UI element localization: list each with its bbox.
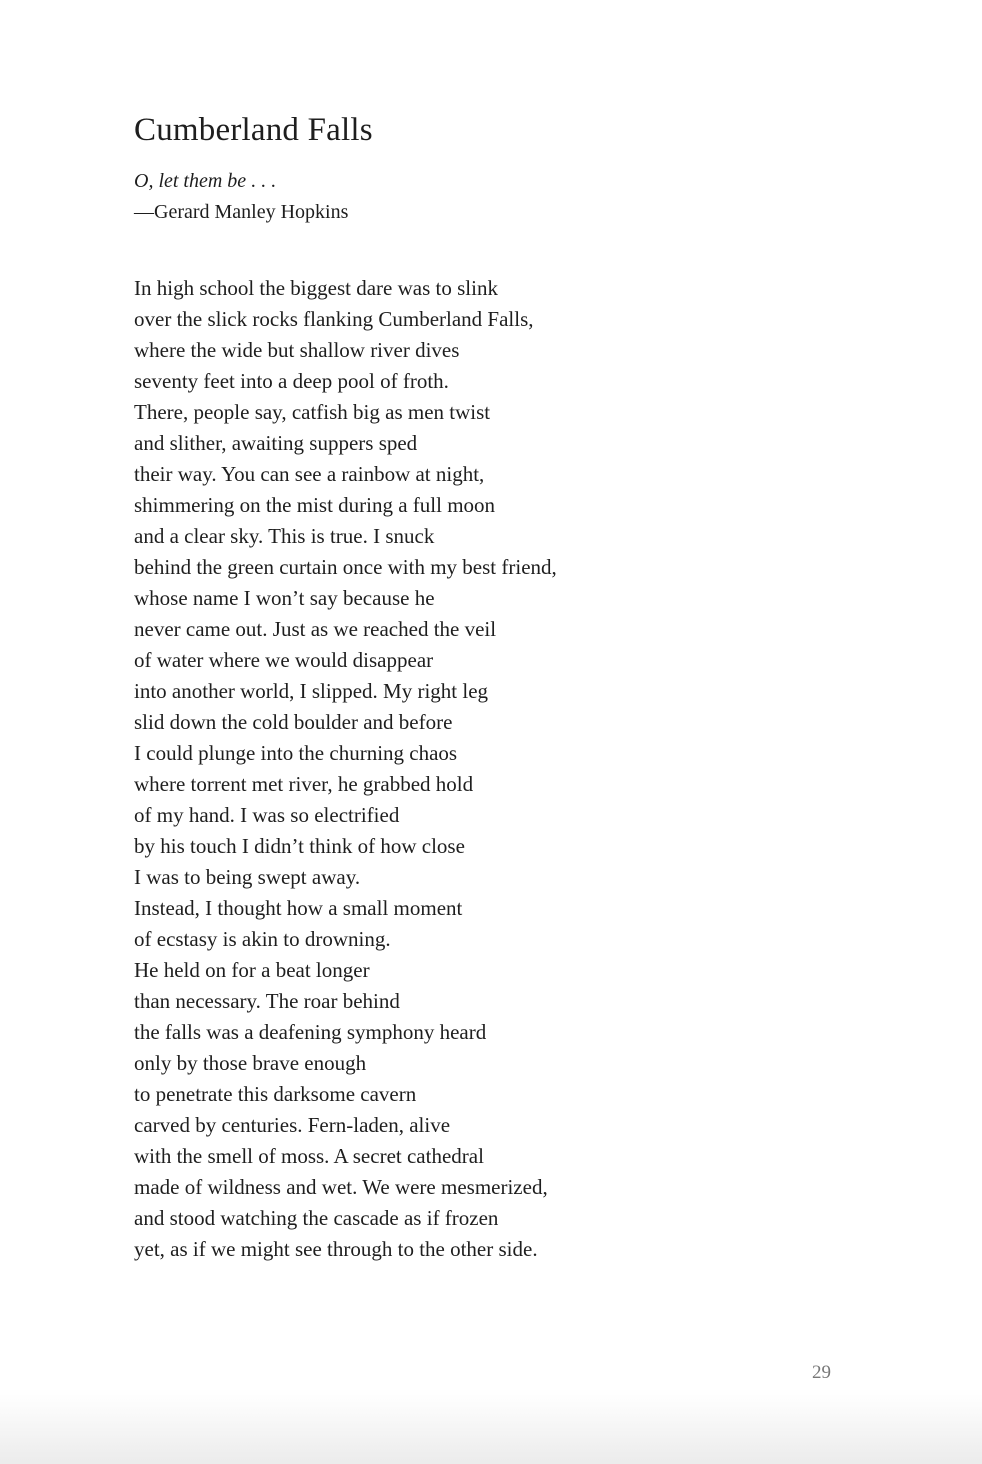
epigraph: [134, 166, 348, 228]
poem-line: of water where we would disappear: [134, 648, 434, 672]
poem-line: and stood watching the cascade as if frozen: [134, 1206, 499, 1230]
poem-line: I was to being swept away.: [134, 865, 361, 889]
poem-line: He held on for a beat longer: [134, 958, 370, 982]
poem-line: over the slick rocks flanking Cumberland Falls,: [134, 307, 534, 331]
poem-line: shimmering on the mist during a full moon: [134, 493, 496, 517]
poem-line: behind the green curtain once with my best friend,: [134, 555, 557, 579]
poem-line: There, people say, catfish big as men twist: [134, 400, 491, 424]
poem-line: never came out. Just as we reached the veil: [134, 617, 497, 641]
poem-line: than necessary. The roar behind: [134, 989, 400, 1013]
poem-body: [134, 273, 557, 1265]
poem-line: into another world, I slipped. My right leg: [134, 679, 489, 703]
page-bottom-shadow: [0, 1394, 982, 1464]
poem-line: and slither, awaiting suppers sped: [134, 431, 418, 455]
poem-line: whose name I won’t say because he: [134, 586, 435, 610]
poem-line: where torrent met river, he grabbed hold: [134, 772, 474, 796]
epigraph-attribution: —Gerard Manley Hopkins: [134, 201, 349, 223]
poem-line: yet, as if we might see through to the other side.: [134, 1237, 538, 1261]
poem-line: and a clear sky. This is true. I snuck: [134, 524, 435, 548]
poem-line: slid down the cold boulder and before: [134, 710, 453, 734]
poem-line: of my hand. I was so electrified: [134, 803, 400, 827]
poem-line: I could plunge into the churning chaos: [134, 741, 458, 765]
poem-line: the falls was a deafening symphony heard: [134, 1020, 487, 1044]
poem-title: Cumberland Falls: [134, 112, 373, 148]
epigraph-quote: O, let them be . . .: [134, 170, 277, 192]
poem-line: where the wide but shallow river dives: [134, 338, 460, 362]
poem-line: with the smell of moss. A secret cathedral: [134, 1144, 484, 1168]
poem-line: their way. You can see a rainbow at night,: [134, 462, 485, 486]
poem-line: of ecstasy is akin to drowning.: [134, 927, 391, 951]
poem-line: by his touch I didn’t think of how close: [134, 834, 465, 858]
poem-line: to penetrate this darksome cavern: [134, 1082, 417, 1106]
poem-line: seventy feet into a deep pool of froth.: [134, 369, 449, 393]
poem-line: Instead, I thought how a small moment: [134, 896, 463, 920]
poem-line: carved by centuries. Fern-laden, alive: [134, 1113, 451, 1137]
poem-line: In high school the biggest dare was to slink: [134, 276, 498, 300]
poem-line: made of wildness and wet. We were mesmerized,: [134, 1175, 548, 1199]
page-number: 29: [812, 1362, 831, 1383]
poem-line: only by those brave enough: [134, 1051, 367, 1075]
